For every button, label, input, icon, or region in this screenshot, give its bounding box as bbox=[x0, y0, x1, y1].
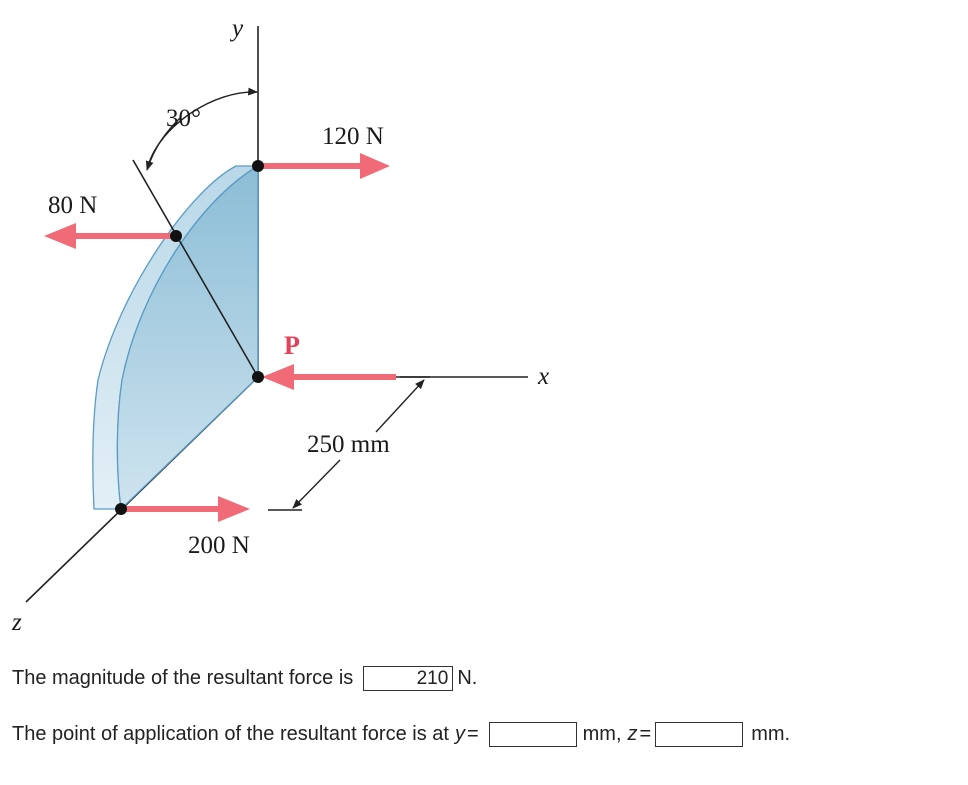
point-p bbox=[252, 371, 264, 383]
dimension-line-upper bbox=[376, 380, 424, 432]
question-magnitude bbox=[12, 666, 477, 691]
z-input[interactable] bbox=[655, 722, 743, 747]
question-point bbox=[12, 722, 790, 747]
point-prompt: The point of application of the resultant force is at bbox=[12, 723, 449, 745]
y-unit: mm, bbox=[582, 723, 622, 745]
axis-label-x: x bbox=[538, 363, 550, 390]
force-arrow-80n bbox=[44, 223, 176, 249]
angle-arc bbox=[148, 92, 257, 166]
point-80n bbox=[170, 230, 182, 242]
force-arrow-p bbox=[262, 364, 396, 390]
magnitude-prompt: The magnitude of the resultant force is bbox=[12, 667, 354, 689]
magnitude-input[interactable]: 210 bbox=[363, 666, 453, 691]
y-input[interactable] bbox=[489, 722, 577, 747]
dimension-line-lower bbox=[293, 460, 340, 508]
z-unit: mm. bbox=[751, 723, 791, 745]
angle-label: 30° bbox=[166, 105, 201, 132]
force-label-120n: 120 N bbox=[322, 123, 384, 150]
force-label-p: P bbox=[284, 331, 300, 360]
axis-label-z: z bbox=[12, 609, 22, 636]
force-label-80n: 80 N bbox=[48, 192, 98, 219]
force-label-200n: 200 N bbox=[188, 532, 250, 559]
y-equals: = bbox=[466, 723, 479, 745]
axis-label-y: y bbox=[232, 15, 244, 42]
z-variable: z bbox=[627, 723, 638, 745]
force-arrow-200n bbox=[124, 496, 250, 522]
point-200n bbox=[115, 503, 127, 515]
z-equals: = bbox=[639, 723, 652, 745]
point-120n bbox=[252, 160, 264, 172]
y-variable: y bbox=[454, 723, 465, 745]
force-arrow-120n bbox=[262, 153, 390, 179]
magnitude-unit: N. bbox=[457, 667, 478, 689]
dimension-label: 250 mm bbox=[307, 431, 390, 458]
